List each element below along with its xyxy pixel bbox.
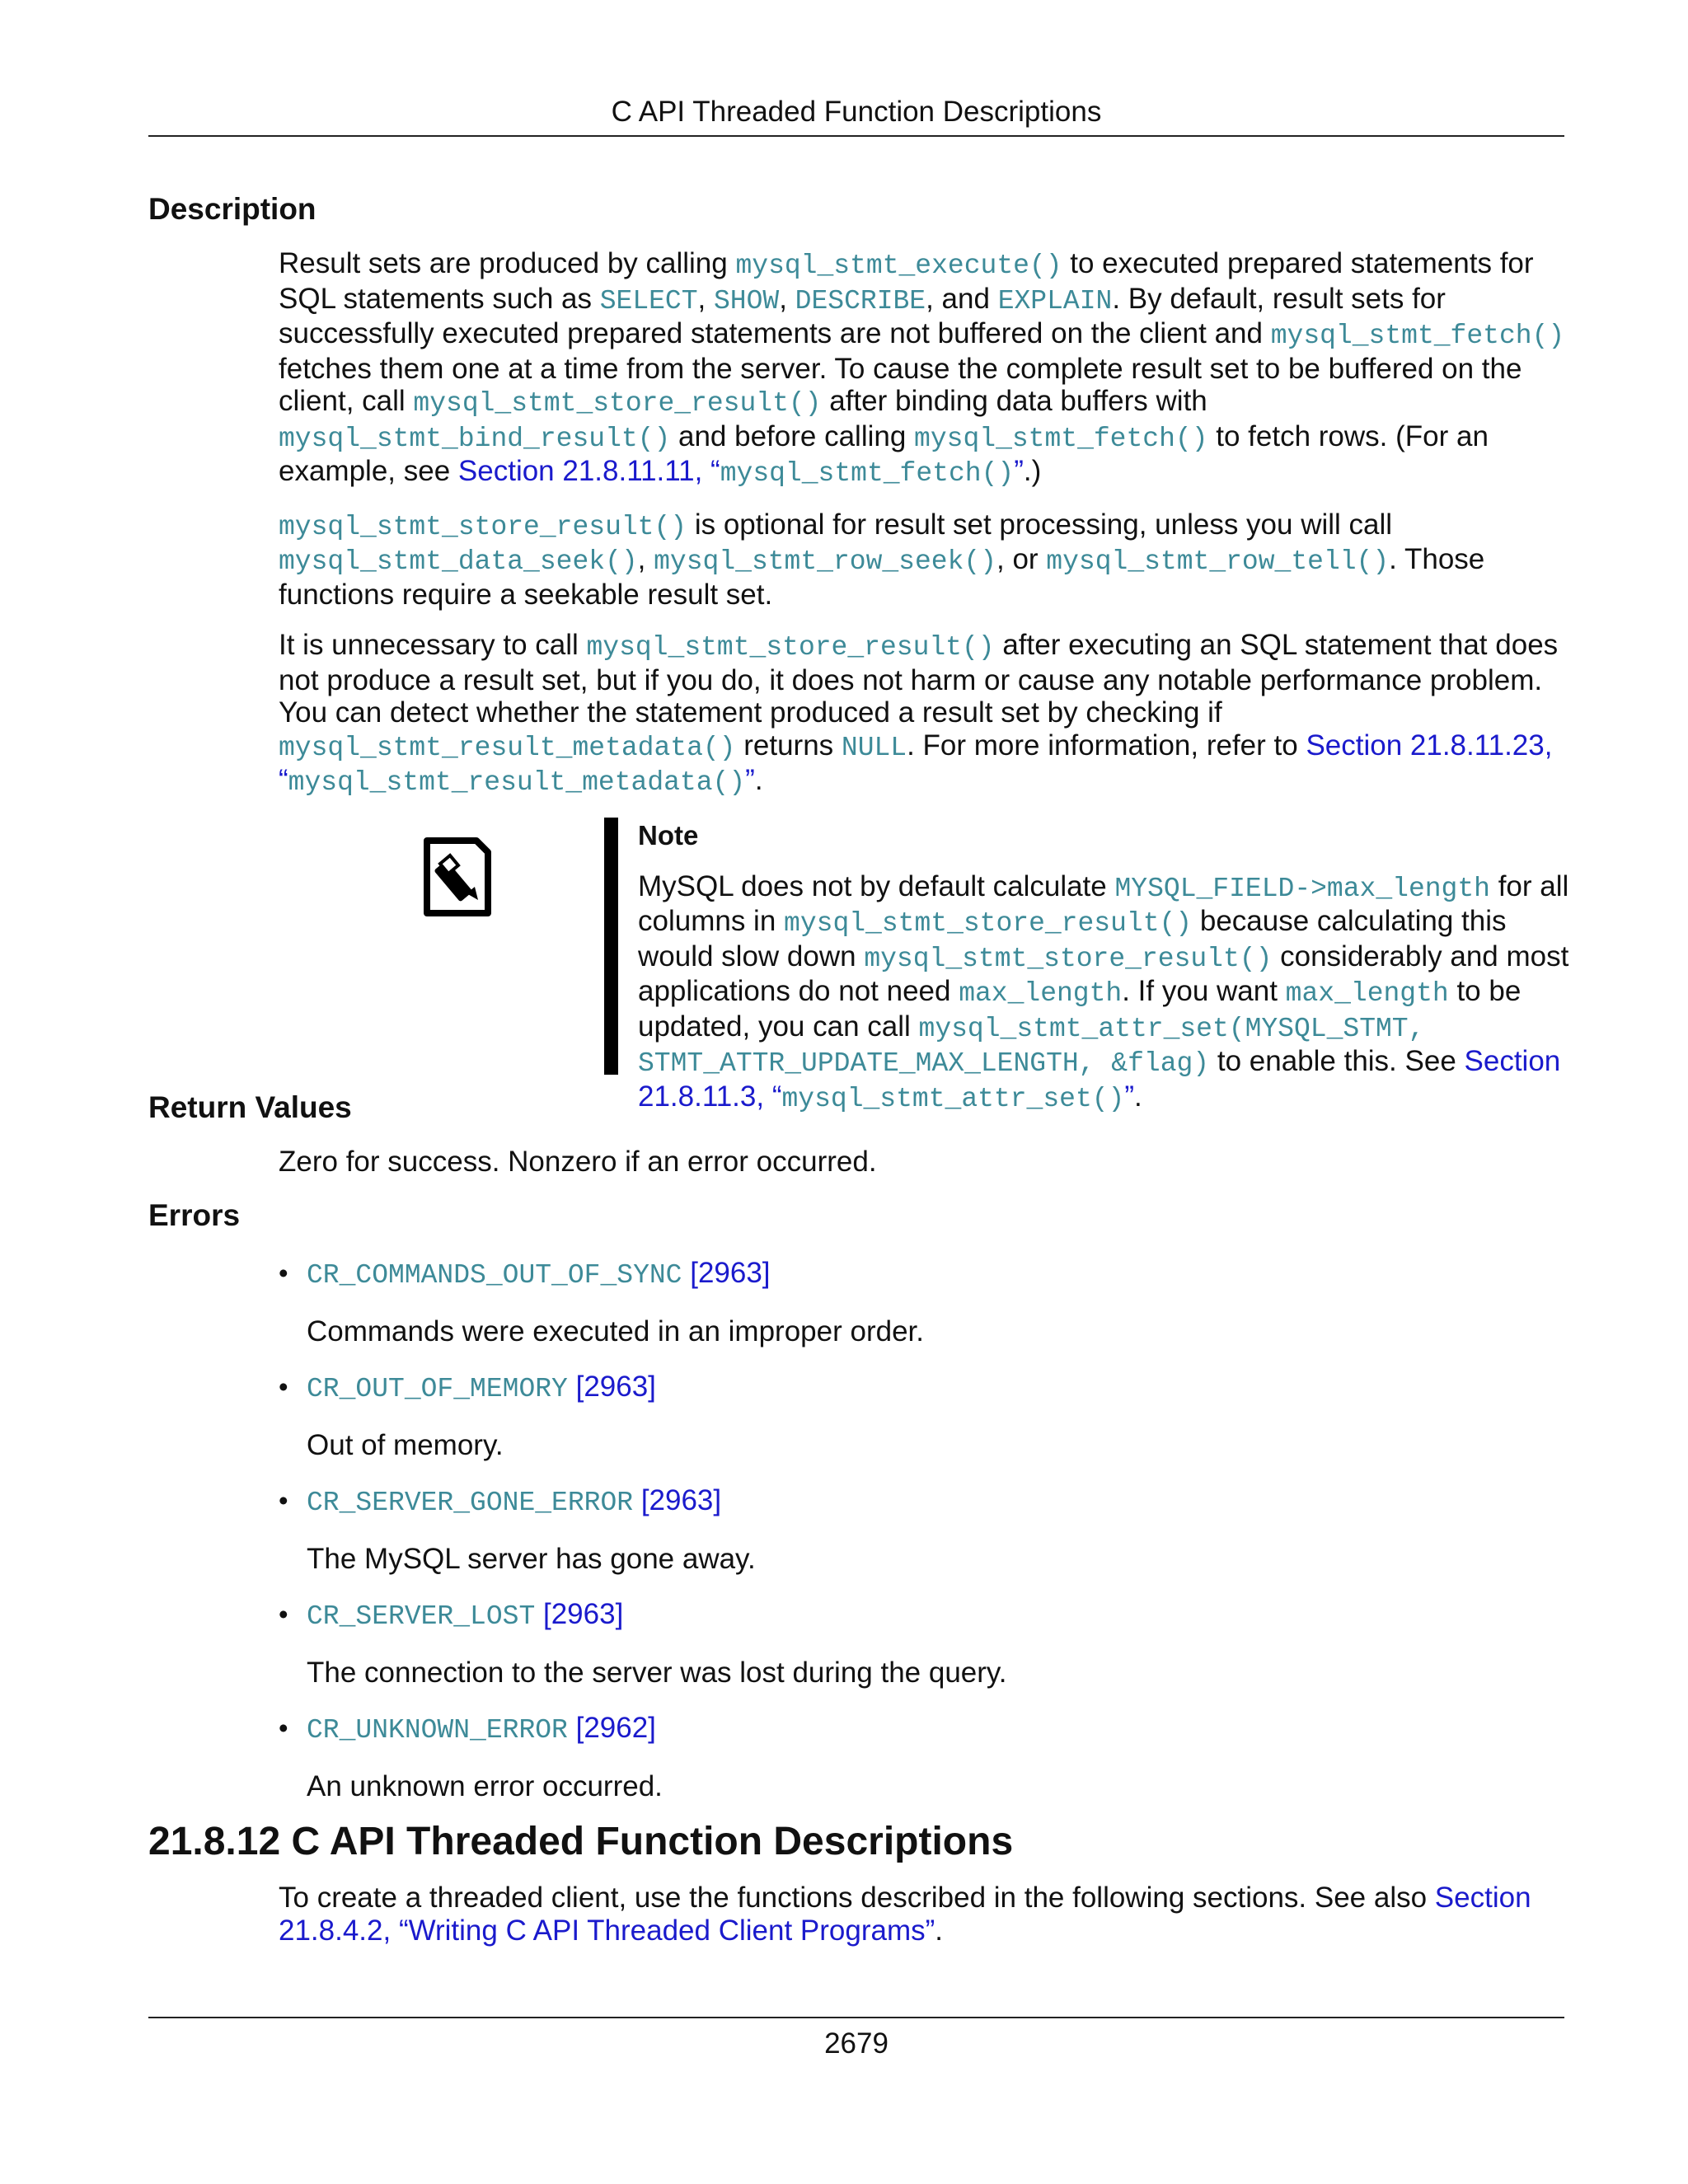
description-paragraph-1 bbox=[279, 247, 1566, 490]
error-ref-link[interactable]: [2962] bbox=[575, 1712, 656, 1744]
link-code: mysql_stmt_fetch() bbox=[720, 458, 1015, 489]
text: MySQL does not by default calculate bbox=[638, 869, 1115, 902]
code-mysql-stmt-fetch: mysql_stmt_fetch() bbox=[914, 423, 1208, 454]
error-item bbox=[279, 1598, 1566, 1689]
description-paragraph-3 bbox=[279, 629, 1566, 799]
code-mysql-stmt-store-result: mysql_stmt_store_result() bbox=[279, 511, 687, 542]
section-heading: 21.8.12 C API Threaded Function Descriptions bbox=[148, 1820, 1014, 1863]
error-item bbox=[279, 1371, 1566, 1461]
errors-heading: Errors bbox=[148, 1198, 241, 1232]
bullet: • bbox=[279, 1485, 288, 1516]
link-section-21-8-11-11[interactable] bbox=[458, 455, 1024, 487]
text: . bbox=[935, 1914, 944, 1947]
note-pencil-icon bbox=[420, 836, 495, 918]
error-code: CR_OUT_OF_MEMORY bbox=[307, 1374, 568, 1404]
error-item bbox=[279, 1712, 1566, 1802]
error-description: Out of memory. bbox=[307, 1428, 504, 1461]
error-ref-link[interactable]: [2963] bbox=[690, 1257, 771, 1289]
code-mysql-stmt-row-seek: mysql_stmt_row_seek() bbox=[654, 546, 996, 577]
text: , and bbox=[926, 282, 998, 315]
header-rule bbox=[148, 135, 1564, 137]
error-description: The connection to the server was lost during the query. bbox=[307, 1656, 1007, 1689]
text: .) bbox=[1023, 455, 1042, 487]
error-description: An unknown error occurred. bbox=[307, 1769, 663, 1802]
code-describe: DESCRIBE bbox=[795, 285, 926, 316]
link-text: ” bbox=[745, 764, 755, 796]
link-section-21-8-4-2[interactable]: Section 21.8.4.2, “Writing C API Threaded Client Programs” bbox=[279, 1882, 1531, 1947]
note-sidebar-bar bbox=[604, 818, 618, 1075]
text: , bbox=[779, 282, 795, 315]
text: after binding data buffers with bbox=[821, 385, 1207, 417]
error-code: CR_UNKNOWN_ERROR bbox=[307, 1715, 568, 1746]
error-description: The MySQL server has gone away. bbox=[307, 1542, 756, 1575]
code-mysql-stmt-result-metadata: mysql_stmt_result_metadata() bbox=[279, 732, 736, 763]
text: . If you want bbox=[1122, 975, 1286, 1007]
error-description: Commands were executed in an improper order. bbox=[307, 1315, 924, 1347]
text: and before calling bbox=[670, 419, 915, 452]
return-values-text: Zero for success. Nonzero if an error occurred. bbox=[279, 1145, 877, 1178]
bullet: • bbox=[279, 1713, 288, 1743]
text: . bbox=[1134, 1080, 1142, 1113]
text: to enable this. See bbox=[1209, 1045, 1465, 1077]
note-title: Note bbox=[638, 819, 699, 851]
text: considerably and most applications do not need bbox=[638, 940, 1569, 1007]
text: . bbox=[754, 764, 763, 796]
code-select: SELECT bbox=[599, 285, 698, 316]
code-mysql-stmt-execute: mysql_stmt_execute() bbox=[735, 251, 1062, 281]
error-item bbox=[279, 1257, 1566, 1347]
code-max-length: max_length bbox=[959, 978, 1123, 1009]
code-mysql-stmt-attr-set-call: mysql_stmt_attr_set(MYSQL_STMT, STMT_ATTR_UPDATE_MAX_LENGTH, &flag) bbox=[638, 1013, 1425, 1079]
text: for all columns in bbox=[638, 869, 1569, 937]
error-code: CR_COMMANDS_OUT_OF_SYNC bbox=[307, 1260, 682, 1291]
text: , bbox=[697, 282, 714, 315]
text: because calculating this would slow down bbox=[638, 905, 1507, 972]
link-text: Section 21.8.11.23, “ bbox=[279, 729, 1553, 796]
code-show: SHOW bbox=[714, 285, 780, 316]
code-mysql-stmt-store-result: mysql_stmt_store_result() bbox=[586, 632, 995, 663]
text: to fetch rows. (For an example, see bbox=[279, 419, 1489, 487]
code-explain: EXPLAIN bbox=[997, 285, 1113, 316]
code-mysql-stmt-fetch: mysql_stmt_fetch() bbox=[1270, 321, 1565, 351]
text: Result sets are produced by calling bbox=[279, 247, 736, 279]
text: , or bbox=[996, 543, 1047, 575]
error-code: CR_SERVER_GONE_ERROR bbox=[307, 1488, 634, 1518]
description-paragraph-2 bbox=[279, 509, 1566, 612]
text: . By default, result sets for successfully executed prepared statements are not buffered on the client and bbox=[279, 282, 1446, 349]
code-mysql-stmt-row-tell: mysql_stmt_row_tell() bbox=[1046, 546, 1390, 577]
link-text: ” bbox=[1124, 1080, 1135, 1113]
text: To create a threaded client, use the functions described in the following sections. See also bbox=[279, 1882, 1435, 1914]
link-text: Section 21.8.11.3, “ bbox=[638, 1045, 1561, 1113]
text: , bbox=[637, 543, 654, 575]
error-ref-link[interactable]: [2963] bbox=[640, 1484, 722, 1516]
code-max-length: max_length bbox=[1285, 978, 1449, 1009]
code-mysql-stmt-bind-result: mysql_stmt_bind_result() bbox=[279, 423, 671, 454]
text: It is unnecessary to call bbox=[279, 629, 587, 661]
footer-rule bbox=[148, 2017, 1564, 2018]
text: fetches them one at a time from the server. To cause the complete result set to be buffered on the client, call bbox=[279, 352, 1522, 417]
code-mysql-stmt-store-result: mysql_stmt_store_result() bbox=[413, 388, 822, 419]
page-content bbox=[148, 190, 1569, 1947]
bullet: • bbox=[279, 1599, 288, 1629]
code-mysql-stmt-store-result: mysql_stmt_store_result() bbox=[864, 943, 1273, 974]
bullet: • bbox=[279, 1371, 288, 1402]
code-null: NULL bbox=[841, 732, 907, 763]
text: to executed prepared statements for SQL statements such as bbox=[279, 247, 1534, 315]
link-text: Section 21.8.11.11, “ bbox=[457, 455, 720, 487]
code-mysql-stmt-data-seek: mysql_stmt_data_seek() bbox=[279, 546, 638, 577]
return-values-heading: Return Values bbox=[148, 1090, 352, 1124]
error-ref-link[interactable]: [2963] bbox=[542, 1598, 624, 1630]
section-intro bbox=[279, 1882, 1566, 1947]
note-body bbox=[638, 818, 1569, 1116]
code-mysql-stmt-store-result: mysql_stmt_store_result() bbox=[784, 908, 1193, 939]
bullet: • bbox=[279, 1258, 288, 1288]
error-item bbox=[279, 1484, 1566, 1575]
running-header-title: C API Threaded Function Descriptions bbox=[611, 96, 1102, 128]
text: returns bbox=[735, 729, 842, 762]
text: is optional for result set processing, unless you will call bbox=[687, 508, 1393, 541]
errors-list bbox=[279, 1257, 1566, 1802]
note-text bbox=[638, 870, 1569, 1116]
text: to be updated, you can call bbox=[638, 975, 1522, 1043]
page-number: 2679 bbox=[824, 2027, 889, 2060]
description-heading: Description bbox=[148, 192, 316, 226]
error-code: CR_SERVER_LOST bbox=[307, 1601, 536, 1632]
text: . For more information, refer to bbox=[907, 729, 1306, 762]
link-text: ” bbox=[1014, 455, 1024, 487]
link-code: mysql_stmt_attr_set() bbox=[781, 1083, 1125, 1114]
code-mysql-field-max-length: MYSQL_FIELD->max_length bbox=[1114, 873, 1490, 904]
text: . Those functions require a seekable result set. bbox=[279, 543, 1485, 611]
link-code: mysql_stmt_result_metadata() bbox=[288, 767, 746, 798]
text: after executing an SQL statement that does not produce a result set, but if you do, it does not harm or cause any notable performance problem. You can detect whether the statement produced a result set by checking if bbox=[279, 629, 1559, 729]
error-ref-link[interactable]: [2963] bbox=[575, 1371, 656, 1403]
note-admonition bbox=[279, 818, 1569, 1114]
